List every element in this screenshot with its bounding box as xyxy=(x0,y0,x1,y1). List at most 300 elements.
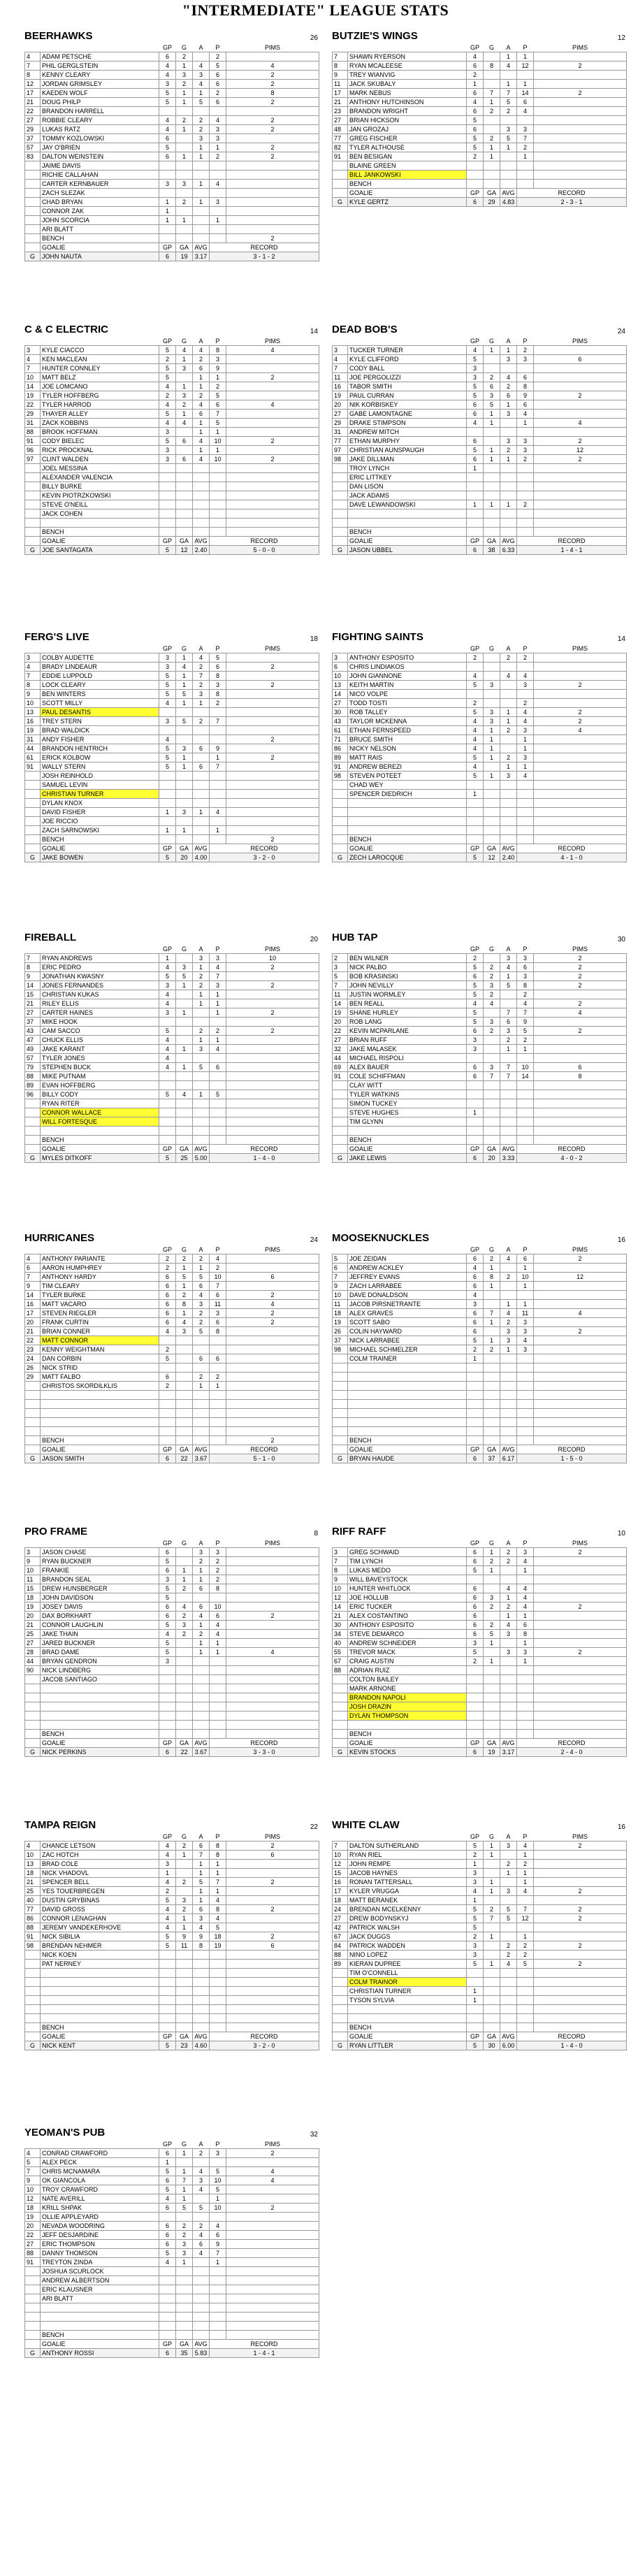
header-spacer xyxy=(41,945,159,954)
player-name: STEVEN POTEET xyxy=(348,772,467,781)
stat-cell xyxy=(193,708,210,717)
table-row xyxy=(25,753,319,762)
stat-cell: 1 xyxy=(176,2194,193,2204)
jersey-number xyxy=(333,1730,348,1739)
stat-cell: 2 xyxy=(226,437,319,446)
stat-cell: 6 xyxy=(467,1584,484,1593)
stat-cell xyxy=(534,1264,627,1273)
stat-cell: 3 xyxy=(467,364,484,373)
table-row xyxy=(25,1099,319,1108)
player-name: WILL FORTESQUE xyxy=(41,1117,159,1127)
stat-cell: 4 xyxy=(159,699,176,708)
table-row xyxy=(25,143,319,152)
table-row xyxy=(25,772,319,781)
stat-cell xyxy=(159,1363,176,1373)
stat-cell xyxy=(226,1978,319,1987)
jersey-number: 21 xyxy=(25,1327,41,1336)
stat-cell: 2 xyxy=(193,116,210,125)
player-name: BRIAN HICKSON xyxy=(348,116,467,125)
stat-cell xyxy=(176,817,193,826)
stat-cell xyxy=(210,1336,226,1345)
stat-cell xyxy=(484,1391,500,1400)
stat-cell xyxy=(467,1081,484,1090)
stat-cell xyxy=(176,1657,193,1666)
table-row xyxy=(25,1254,319,1264)
jersey-number: 91 xyxy=(25,1932,41,1941)
player-name: NICKY NELSON xyxy=(348,744,467,753)
jersey-number: 21 xyxy=(25,1621,41,1630)
stat-cell xyxy=(467,1373,484,1382)
column-header: P xyxy=(215,2141,220,2148)
stat-cell xyxy=(176,1081,193,1090)
table-row xyxy=(25,446,319,455)
player-name: TIM O'CONNELL xyxy=(348,1969,467,1978)
column-header: P xyxy=(523,1246,528,1253)
stat-cell: 6 xyxy=(210,400,226,410)
goalie-name: JOHN NAUTA xyxy=(41,252,159,261)
stat-cell: 1 xyxy=(176,152,193,161)
jersey-number: 27 xyxy=(25,116,41,125)
jersey-number: 90 xyxy=(25,1666,41,1675)
stat-cell: 2 xyxy=(517,1941,534,1951)
stat-cell xyxy=(159,1409,176,1418)
jersey-number: 3 xyxy=(333,653,348,663)
stat-cell: 8 xyxy=(176,1300,193,1309)
stat-cell xyxy=(484,1978,500,1987)
jersey-number xyxy=(333,509,348,519)
stat-cell xyxy=(517,1400,534,1409)
stat-cell: 3 xyxy=(193,1548,210,1557)
jersey-number: 29 xyxy=(25,1373,41,1382)
stat-cell: 1 xyxy=(210,216,226,225)
stat-cell: 8 xyxy=(517,981,534,990)
stat-cell: 4 xyxy=(210,1914,226,1923)
table-row xyxy=(333,999,627,1008)
table-row xyxy=(25,1941,319,1951)
goalie-stat: 29 xyxy=(484,198,500,207)
stat-cell: 4 xyxy=(210,1896,226,1905)
player-name xyxy=(41,2322,159,2331)
stat-cell xyxy=(517,1391,534,1400)
jersey-number: 31 xyxy=(25,419,41,428)
stat-cell: 1 xyxy=(176,382,193,391)
table-row xyxy=(25,1090,319,1099)
goalie-stat: 4.00 xyxy=(193,853,210,862)
player-name: OLLIE APPLEYARD xyxy=(41,2213,159,2222)
jersey-number: 7 xyxy=(333,981,348,990)
jersey-number xyxy=(333,1099,348,1108)
table-row xyxy=(333,152,627,161)
stat-cell: 5 xyxy=(159,346,176,355)
stat-cell: 2 xyxy=(500,653,517,663)
team-block xyxy=(24,1524,319,1757)
table-row xyxy=(25,491,319,500)
stat-cell xyxy=(176,781,193,790)
stat-cell xyxy=(534,1427,627,1436)
stat-cell: 1 xyxy=(159,808,176,817)
table-row xyxy=(333,1363,627,1373)
stat-cell: 1 xyxy=(159,826,176,835)
stat-cell: 1 xyxy=(193,990,210,999)
stat-cell xyxy=(159,1969,176,1978)
stat-cell xyxy=(484,1996,500,2005)
stat-cell xyxy=(467,1693,484,1702)
goalie-stat: 25 xyxy=(176,1154,193,1163)
stat-cell xyxy=(210,781,226,790)
stat-cell: 11 xyxy=(517,1309,534,1318)
table-row xyxy=(25,152,319,161)
stat-cell xyxy=(176,473,193,482)
jersey-number xyxy=(25,509,41,519)
stat-cell xyxy=(484,1382,500,1391)
stat-cell xyxy=(210,1136,226,1145)
stat-cell xyxy=(517,663,534,672)
team-header xyxy=(332,1817,627,1831)
goalie-stat: 3 - 2 - 0 xyxy=(210,2041,319,2050)
bench-label: BENCH xyxy=(348,1436,467,1445)
table-row xyxy=(25,364,319,373)
stat-cell: 3 xyxy=(193,71,210,80)
stat-cell xyxy=(193,2023,210,2032)
stat-cell: 2 xyxy=(193,1557,210,1566)
stat-cell xyxy=(467,799,484,808)
stat-cell: 6 xyxy=(467,410,484,419)
header-spacer xyxy=(41,337,159,346)
stat-cell xyxy=(210,189,226,198)
jersey-number xyxy=(333,2005,348,2014)
stat-cell xyxy=(534,80,627,89)
table-row xyxy=(25,207,319,216)
stat-cell xyxy=(467,1090,484,1099)
stat-cell xyxy=(517,1090,534,1099)
stat-cell xyxy=(226,708,319,717)
stat-cell xyxy=(467,1127,484,1136)
stat-cell: 6 xyxy=(467,89,484,98)
stat-cell xyxy=(484,817,500,826)
table-row xyxy=(333,1282,627,1291)
player-name: CHANCE LETSON xyxy=(41,1841,159,1851)
column-header: G xyxy=(488,338,494,345)
goalie-row xyxy=(25,252,319,261)
stat-cell xyxy=(193,1684,210,1693)
stat-cell xyxy=(176,1978,193,1987)
goalie-column-header: RECORD xyxy=(210,243,319,252)
stat-cell xyxy=(159,519,176,528)
table-row xyxy=(25,1860,319,1869)
stat-cell: 2 xyxy=(210,382,226,391)
stat-cell: 6 xyxy=(517,373,534,382)
stat-cell xyxy=(193,735,210,744)
stat-cell: 4 xyxy=(467,1887,484,1896)
column-header: A xyxy=(506,338,511,345)
stat-cell xyxy=(193,2331,210,2340)
bench-row xyxy=(333,180,627,189)
stat-cell: 4 xyxy=(226,400,319,410)
stat-cell xyxy=(467,1436,484,1445)
stat-cell xyxy=(193,1008,210,1018)
stat-cell xyxy=(226,473,319,482)
stat-cell: 2 xyxy=(210,89,226,98)
stat-cell: 1 xyxy=(210,143,226,152)
goalie-stat: 3.67 xyxy=(193,1454,210,1463)
stat-cell: 2 xyxy=(500,1036,517,1045)
stat-cell xyxy=(500,999,517,1008)
stat-cell: 1 xyxy=(193,1896,210,1905)
player-name: JOE LOMCANO xyxy=(41,382,159,391)
stat-cell: 2 xyxy=(534,455,627,464)
player-name xyxy=(348,1418,467,1427)
stat-cell: 4 xyxy=(159,2194,176,2204)
player-name: DAN LISON xyxy=(348,482,467,491)
player-name: RYAN RIEL xyxy=(348,1851,467,1860)
bench-label: BENCH xyxy=(41,835,159,844)
stat-cell xyxy=(517,1896,534,1905)
goalie-name: KYLE GERTZ xyxy=(348,198,467,207)
stat-cell: 5 xyxy=(193,98,210,107)
stat-cell xyxy=(467,663,484,672)
goalie-column-header: GA xyxy=(484,1145,500,1154)
table-row xyxy=(333,1373,627,1382)
player-name: JORDAN GRIMSLEY xyxy=(41,80,159,89)
stat-cell: 3 xyxy=(517,954,534,963)
stat-cell: 3 xyxy=(517,753,534,762)
player-name: TIM LYNCH xyxy=(348,1557,467,1566)
table-row xyxy=(333,1675,627,1684)
stat-cell xyxy=(210,1345,226,1354)
jersey-number xyxy=(333,1391,348,1400)
goalie-header-row xyxy=(333,537,627,546)
stat-cell xyxy=(159,2322,176,2331)
header-spacer xyxy=(41,2140,159,2149)
table-row xyxy=(25,1127,319,1136)
stat-cell xyxy=(500,1054,517,1063)
stat-cell xyxy=(159,2267,176,2276)
stat-cell xyxy=(484,1363,500,1373)
player-name: TAYLOR MCKENNA xyxy=(348,717,467,726)
stat-cell xyxy=(500,528,517,537)
column-header: A xyxy=(506,1833,511,1840)
goalie-header-row xyxy=(333,1739,627,1748)
stat-cell xyxy=(159,2005,176,2014)
stat-cell xyxy=(226,1400,319,1409)
stat-cell: 5 xyxy=(159,762,176,772)
stat-cell xyxy=(484,808,500,817)
stat-cell xyxy=(159,1666,176,1675)
stat-cell xyxy=(226,482,319,491)
goalie-label: GOALIE xyxy=(41,537,159,546)
table-row xyxy=(333,1072,627,1081)
stat-cell: 6 xyxy=(159,1318,176,1327)
stat-cell: 2 xyxy=(176,80,193,89)
stat-cell xyxy=(500,428,517,437)
table-row xyxy=(25,2194,319,2204)
table-row xyxy=(25,382,319,391)
stat-cell xyxy=(484,528,500,537)
stat-cell xyxy=(159,2294,176,2303)
bench-row xyxy=(25,1436,319,1445)
stat-cell: 1 xyxy=(500,972,517,981)
stat-cell: 1 xyxy=(210,1639,226,1648)
stat-cell: 2 xyxy=(534,1548,627,1557)
table-row xyxy=(333,1127,627,1136)
stats-table xyxy=(332,337,627,555)
stat-cell xyxy=(210,2014,226,2023)
stat-cell xyxy=(226,1593,319,1602)
column-header-row xyxy=(25,644,319,653)
stat-cell: 6 xyxy=(467,1630,484,1639)
stat-cell xyxy=(226,1264,319,1273)
player-name: JOSHUA SCURLOCK xyxy=(41,2267,159,2276)
player-name xyxy=(41,1987,159,1996)
stat-cell: 5 xyxy=(467,963,484,972)
player-name: BRAD WALDICK xyxy=(41,726,159,735)
stat-cell xyxy=(159,1721,176,1730)
stat-cell xyxy=(517,1291,534,1300)
stat-cell xyxy=(534,482,627,491)
table-row xyxy=(25,1951,319,1960)
stat-cell xyxy=(500,1090,517,1099)
player-name: JOHN GIANNONE xyxy=(348,672,467,681)
stat-cell xyxy=(193,2267,210,2276)
table-row xyxy=(25,125,319,134)
stat-cell: 6 xyxy=(226,1851,319,1860)
stat-cell: 2 xyxy=(534,437,627,446)
stat-cell xyxy=(176,225,193,234)
table-row xyxy=(25,1932,319,1941)
table-row xyxy=(25,2005,319,2014)
player-name: JOHN NEVILLY xyxy=(348,981,467,990)
bench-row xyxy=(25,2331,319,2340)
stat-cell: 6 xyxy=(467,1621,484,1630)
column-header: PIMS xyxy=(264,946,280,953)
stat-cell: 8 xyxy=(534,1072,627,1081)
stat-cell xyxy=(534,1117,627,1127)
stat-cell: 2 xyxy=(193,391,210,400)
jersey-number: 27 xyxy=(25,1639,41,1648)
stat-cell xyxy=(176,171,193,180)
goalie-column-header: GA xyxy=(176,537,193,546)
stat-cell: 1 xyxy=(176,826,193,835)
stat-cell xyxy=(226,1108,319,1117)
jersey-number: 18 xyxy=(25,1869,41,1878)
stat-cell xyxy=(534,491,627,500)
stat-cell xyxy=(500,1575,517,1584)
stat-cell xyxy=(176,2158,193,2167)
jersey-number: 7 xyxy=(25,61,41,71)
stat-cell xyxy=(210,207,226,216)
stats-table xyxy=(332,43,627,207)
player-name: CONNOR LAUGHLIN xyxy=(41,1621,159,1630)
stat-cell: 4 xyxy=(176,1090,193,1099)
stat-cell: 1 xyxy=(210,1860,226,1869)
stat-cell xyxy=(500,1282,517,1291)
stat-cell xyxy=(210,482,226,491)
player-name: DAVE DONALDSON xyxy=(348,1291,467,1300)
stat-cell xyxy=(226,799,319,808)
stat-cell: 6 xyxy=(210,663,226,672)
jersey-number: 98 xyxy=(333,455,348,464)
player-name: JOHN SCORCIA xyxy=(41,216,159,225)
stat-cell: 3 xyxy=(159,1860,176,1869)
stat-cell xyxy=(517,781,534,790)
player-name: NICK LINDBERG xyxy=(41,1666,159,1675)
stat-cell: 3 xyxy=(159,180,176,189)
stat-cell xyxy=(193,1345,210,1354)
stat-cell xyxy=(159,772,176,781)
stat-cell: 2 xyxy=(517,653,534,663)
table-row xyxy=(333,1878,627,1887)
stat-cell: 4 xyxy=(159,990,176,999)
player-name: TABOR SMITH xyxy=(348,382,467,391)
stat-cell xyxy=(534,1860,627,1869)
table-row xyxy=(25,1648,319,1657)
goalie-stat: 3.17 xyxy=(500,1748,517,1757)
stat-cell xyxy=(226,1327,319,1336)
team-points: 14 xyxy=(617,635,625,643)
stat-cell xyxy=(226,107,319,116)
team-block xyxy=(24,929,319,1163)
stat-cell: 6 xyxy=(210,98,226,107)
stat-cell xyxy=(226,1914,319,1923)
stat-cell: 2 xyxy=(534,1841,627,1851)
stat-cell xyxy=(159,1978,176,1987)
stat-cell xyxy=(500,1639,517,1648)
jersey-number: 96 xyxy=(25,1090,41,1099)
stat-cell: 2 xyxy=(484,1345,500,1354)
stat-cell: 5 xyxy=(159,98,176,107)
stat-cell: 11 xyxy=(176,1941,193,1951)
jersey-number xyxy=(25,1978,41,1987)
jersey-number: 44 xyxy=(25,744,41,753)
stat-cell: 6 xyxy=(159,1291,176,1300)
stat-cell xyxy=(517,1575,534,1584)
column-header: PIMS xyxy=(572,1540,588,1547)
stat-cell xyxy=(500,1363,517,1373)
table-row xyxy=(333,437,627,446)
stat-cell: 1 xyxy=(176,410,193,419)
jersey-number xyxy=(25,1391,41,1400)
goalie-row xyxy=(25,1454,319,1463)
team-points: 32 xyxy=(310,2131,318,2139)
jersey-number xyxy=(25,161,41,171)
table-row xyxy=(25,419,319,428)
jersey-number xyxy=(333,1136,348,1145)
table-row xyxy=(333,1099,627,1108)
stat-cell xyxy=(484,428,500,437)
player-name: MICHAEL SCHMELZER xyxy=(348,1345,467,1354)
stat-cell xyxy=(534,808,627,817)
goalie-column-header: GP xyxy=(467,2032,484,2041)
table-row xyxy=(25,107,319,116)
jersey-number: 26 xyxy=(25,1363,41,1373)
player-name: JUSTIN WORMLEY xyxy=(348,990,467,999)
stat-cell xyxy=(210,1960,226,1969)
stat-cell xyxy=(226,2014,319,2023)
table-row xyxy=(333,1621,627,1630)
player-name: BRANDON WRIGHT xyxy=(348,107,467,116)
jersey-number xyxy=(333,1684,348,1693)
stat-cell xyxy=(500,171,517,180)
goalie-name: NICK PERKINS xyxy=(41,1748,159,1757)
stat-cell xyxy=(534,116,627,125)
stat-cell: 1 xyxy=(210,999,226,1008)
stat-cell xyxy=(159,1136,176,1145)
stat-cell xyxy=(176,373,193,382)
table-row xyxy=(333,1018,627,1027)
goalie-stat: 2 - 3 - 1 xyxy=(517,198,627,207)
stat-cell: 4 xyxy=(193,1923,210,1932)
stat-cell: 1 xyxy=(500,1300,517,1309)
